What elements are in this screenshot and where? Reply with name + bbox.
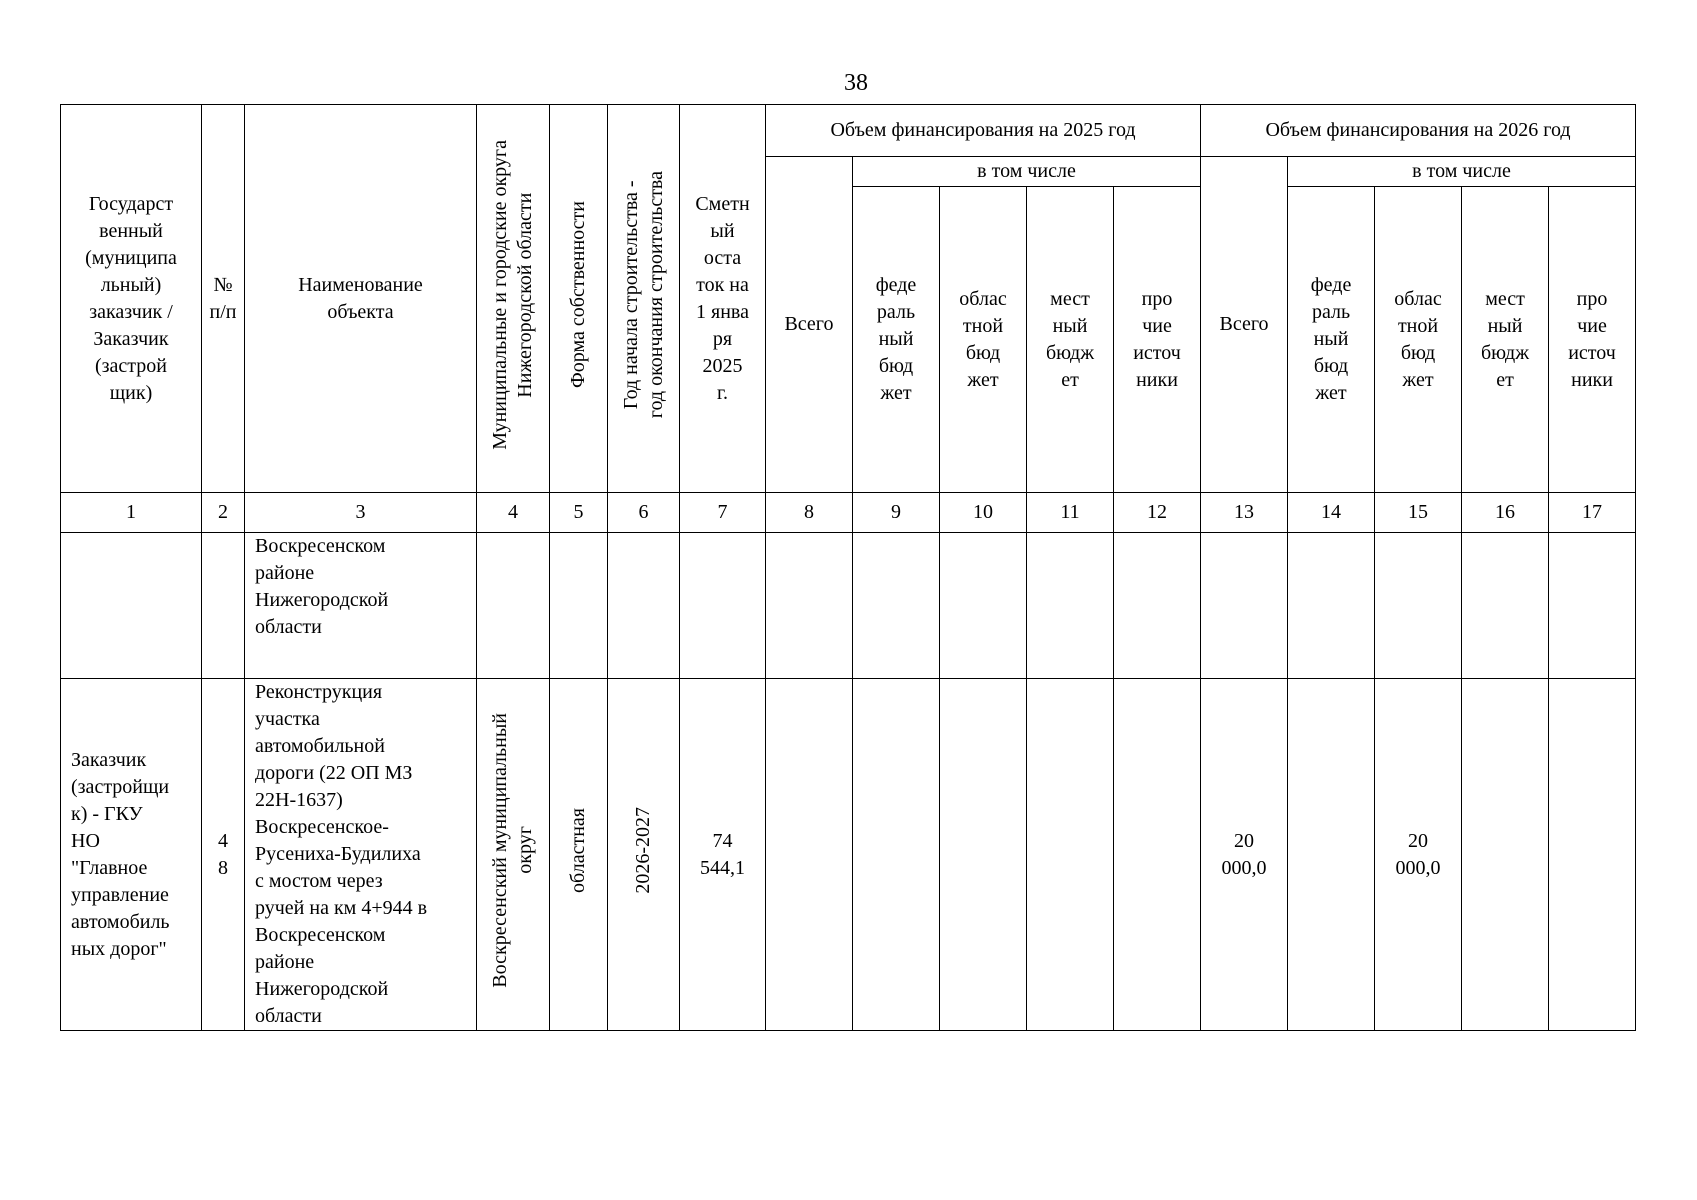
header-ownership-text: Форма собственности bbox=[567, 201, 589, 388]
header-including-2025: в том числе bbox=[853, 157, 1201, 187]
cell-total-2026: 20 000,0 bbox=[1201, 679, 1288, 1031]
header-local-2026: мест ный бюдж ет bbox=[1462, 187, 1549, 493]
header-other-2026: про чие источ ники bbox=[1549, 187, 1636, 493]
header-funding-2026: Объем финансирования на 2026 год bbox=[1201, 105, 1636, 157]
cell-regional-2025 bbox=[940, 533, 1027, 679]
cell-years bbox=[608, 679, 680, 1031]
page-number: 38 bbox=[844, 70, 868, 96]
cell-other-2026 bbox=[1549, 679, 1636, 1031]
cell-customer bbox=[61, 533, 202, 679]
funding-table bbox=[60, 104, 1636, 1031]
cell-municipality bbox=[477, 679, 550, 1031]
col-num-10: 10 bbox=[940, 493, 1027, 533]
cell-ownership-text: областная bbox=[567, 808, 589, 893]
col-num-7: 7 bbox=[680, 493, 766, 533]
header-total-2025: Всего bbox=[766, 157, 853, 493]
cell-total-2025 bbox=[766, 533, 853, 679]
col-num-8: 8 bbox=[766, 493, 853, 533]
col-num-2: 2 bbox=[202, 493, 245, 533]
cell-balance bbox=[680, 533, 766, 679]
col-num-12: 12 bbox=[1114, 493, 1201, 533]
cell-balance: 74 544,1 bbox=[680, 679, 766, 1031]
cell-total-2026 bbox=[1201, 533, 1288, 679]
cell-total-2025 bbox=[766, 679, 853, 1031]
header-municipality bbox=[477, 105, 550, 493]
cell-local-2025 bbox=[1027, 679, 1114, 1031]
table-row bbox=[61, 679, 1636, 1031]
cell-municipality-text: Воскресенский муниципальный округ bbox=[489, 713, 536, 988]
header-federal-2026: феде раль ный бюд жет bbox=[1288, 187, 1375, 493]
col-num-13: 13 bbox=[1201, 493, 1288, 533]
header-customer: Государст венный (муниципа льный) заказчик / Заказчик (застрой щик) bbox=[61, 105, 202, 493]
header-balance: Сметн ый оста ток на 1 янва ря 2025 г. bbox=[680, 105, 766, 493]
cell-federal-2026 bbox=[1288, 533, 1375, 679]
cell-local-2026 bbox=[1462, 679, 1549, 1031]
col-num-11: 11 bbox=[1027, 493, 1114, 533]
header-including-2026: в том числе bbox=[1288, 157, 1636, 187]
cell-local-2025 bbox=[1027, 533, 1114, 679]
header-object-name: Наименование объекта bbox=[245, 105, 477, 493]
cell-object-name: Реконструкция участка автомобильной дороги (22 ОП МЗ 22Н-1637) Воскресенское- Русениха-Будилиха с мостом через ручей на км 4+944 в Воскресенском районе Нижегородской области bbox=[245, 679, 477, 1031]
col-num-3: 3 bbox=[245, 493, 477, 533]
cell-other-2025 bbox=[1114, 533, 1201, 679]
header-regional-2026: облас тной бюд жет bbox=[1375, 187, 1462, 493]
col-num-5: 5 bbox=[550, 493, 608, 533]
column-numbers-row bbox=[61, 493, 1636, 533]
cell-other-2026 bbox=[1549, 533, 1636, 679]
cell-ownership bbox=[550, 679, 608, 1031]
col-num-14: 14 bbox=[1288, 493, 1375, 533]
header-years-text: Год начала строительства - год окончания строительства bbox=[619, 170, 667, 419]
cell-customer: Заказчик (застройщи к) - ГКУ НО "Главное управление автомобиль ных дорог" bbox=[61, 679, 202, 1031]
cell-regional-2025 bbox=[940, 679, 1027, 1031]
cell-other-2025 bbox=[1114, 679, 1201, 1031]
cell-years bbox=[608, 533, 680, 679]
header-ownership bbox=[550, 105, 608, 493]
col-num-9: 9 bbox=[853, 493, 940, 533]
cell-years-text: 2026-2027 bbox=[632, 807, 654, 894]
header-other-2025: про чие источ ники bbox=[1114, 187, 1201, 493]
cell-federal-2025 bbox=[853, 533, 940, 679]
header-municipality-text: Муниципальные и городские округа Нижегородской области bbox=[489, 139, 536, 450]
col-num-17: 17 bbox=[1549, 493, 1636, 533]
col-num-4: 4 bbox=[477, 493, 550, 533]
cell-num bbox=[202, 533, 245, 679]
header-local-2025: мест ный бюдж ет bbox=[1027, 187, 1114, 493]
cell-municipality bbox=[477, 533, 550, 679]
col-num-1: 1 bbox=[61, 493, 202, 533]
header-row-1 bbox=[61, 105, 1636, 157]
header-federal-2025: феде раль ный бюд жет bbox=[853, 187, 940, 493]
cell-local-2026 bbox=[1462, 533, 1549, 679]
header-funding-2025: Объем финансирования на 2025 год bbox=[766, 105, 1201, 157]
col-num-6: 6 bbox=[608, 493, 680, 533]
col-num-15: 15 bbox=[1375, 493, 1462, 533]
header-years bbox=[608, 105, 680, 493]
table-row bbox=[61, 533, 1636, 679]
header-total-2026: Всего bbox=[1201, 157, 1288, 493]
cell-ownership bbox=[550, 533, 608, 679]
cell-regional-2026 bbox=[1375, 533, 1462, 679]
funding-table-container bbox=[60, 104, 1636, 1031]
cell-federal-2025 bbox=[853, 679, 940, 1031]
header-regional-2025: облас тной бюд жет bbox=[940, 187, 1027, 493]
cell-regional-2026: 20 000,0 bbox=[1375, 679, 1462, 1031]
cell-object-name: Воскресенском районе Нижегородской области bbox=[245, 533, 477, 679]
header-num: № п/п bbox=[202, 105, 245, 493]
cell-num: 4 8 bbox=[202, 679, 245, 1031]
col-num-16: 16 bbox=[1462, 493, 1549, 533]
cell-federal-2026 bbox=[1288, 679, 1375, 1031]
